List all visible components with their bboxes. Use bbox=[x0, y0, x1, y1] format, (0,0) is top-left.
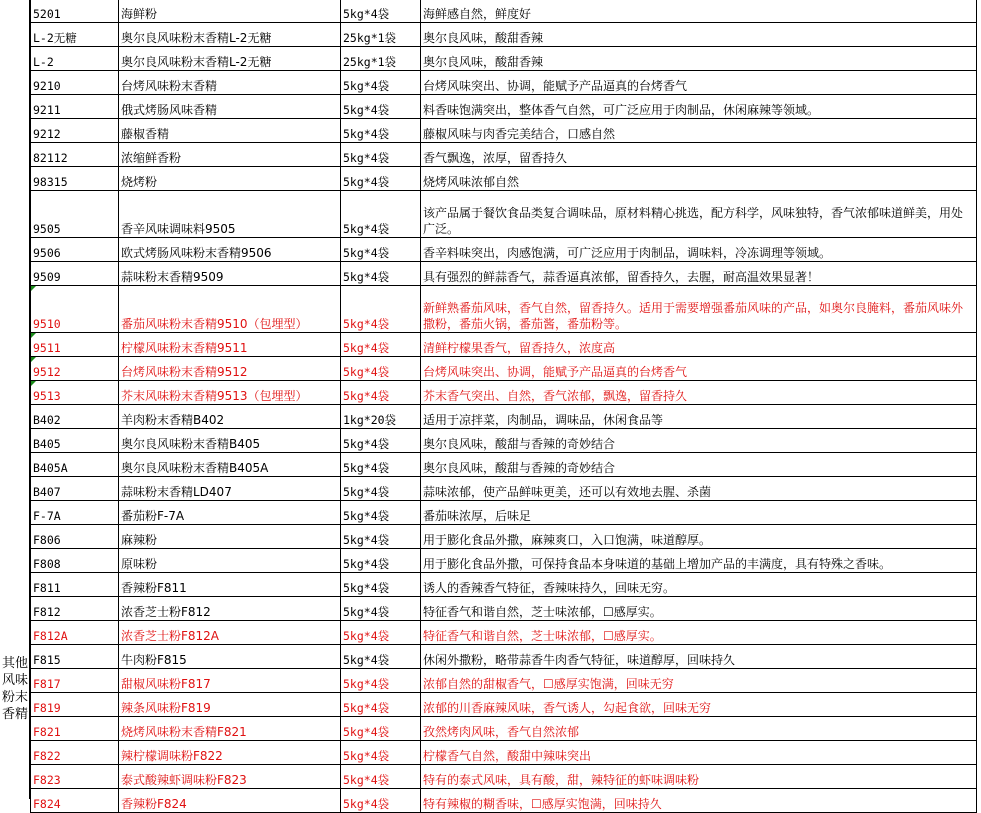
table-row[interactable] bbox=[31, 286, 977, 333]
product-name-cell[interactable]: 香辣粉F824 bbox=[119, 789, 341, 813]
product-code-cell[interactable]: 9513 bbox=[31, 381, 119, 405]
product-name-cell[interactable]: 辣条风味粉F819 bbox=[119, 693, 341, 717]
package-spec-cell[interactable]: 5kg*4袋 bbox=[341, 262, 421, 286]
product-code-cell[interactable]: L-2 bbox=[31, 47, 119, 71]
description-cell[interactable]: 烧烤风味浓郁自然 bbox=[421, 167, 977, 191]
package-spec-cell[interactable]: 5kg*4袋 bbox=[341, 143, 421, 167]
description-cell[interactable]: 台烤风味突出、协调，能赋予产品逼真的台烤香气 bbox=[421, 71, 977, 95]
package-spec-cell[interactable]: 5kg*4袋 bbox=[341, 429, 421, 453]
description-cell[interactable]: 特有的泰式风味，具有酸，甜，辣特征的虾味调味粉 bbox=[421, 765, 977, 789]
package-spec-cell[interactable]: 25kg*1袋 bbox=[341, 47, 421, 71]
product-name-cell[interactable]: 蒜味粉末香精9509 bbox=[119, 262, 341, 286]
product-name-cell[interactable]: 海鲜粉 bbox=[119, 0, 341, 23]
product-name-cell[interactable]: 浓香芝士粉F812A bbox=[119, 621, 341, 645]
table-row[interactable] bbox=[31, 119, 977, 143]
package-spec-cell[interactable]: 5kg*4袋 bbox=[341, 286, 421, 333]
product-name-cell[interactable]: 蒜味粉末香精LD407 bbox=[119, 477, 341, 501]
package-spec-cell[interactable]: 5kg*4袋 bbox=[341, 597, 421, 621]
product-name-cell[interactable]: 烧烤风味粉末香精F821 bbox=[119, 717, 341, 741]
table-row[interactable] bbox=[31, 597, 977, 621]
package-spec-cell[interactable]: 5kg*4袋 bbox=[341, 621, 421, 645]
package-spec-cell[interactable]: 5kg*4袋 bbox=[341, 741, 421, 765]
description-cell[interactable]: 香气飘逸，浓厚，留香持久 bbox=[421, 143, 977, 167]
description-cell[interactable]: 用于膨化食品外撒，可保持食品本身味道的基础上增加产品的丰满度，具有特殊之香味。 bbox=[421, 549, 977, 573]
table-row[interactable] bbox=[31, 71, 977, 95]
table-row[interactable] bbox=[31, 143, 977, 167]
package-spec-cell[interactable]: 5kg*4袋 bbox=[341, 119, 421, 143]
product-name-cell[interactable]: 羊肉粉末香精B402 bbox=[119, 405, 341, 429]
product-name-cell[interactable]: 台烤风味粉末香精9512 bbox=[119, 357, 341, 381]
product-code-cell[interactable]: 9505 bbox=[31, 191, 119, 238]
product-code-cell[interactable]: F817 bbox=[31, 669, 119, 693]
package-spec-cell[interactable]: 5kg*4袋 bbox=[341, 693, 421, 717]
package-spec-cell[interactable]: 5kg*4袋 bbox=[341, 333, 421, 357]
package-spec-cell[interactable]: 5kg*4袋 bbox=[341, 71, 421, 95]
description-cell[interactable]: 特有辣椒的糊香味，☐感厚实饱满，回味持久 bbox=[421, 789, 977, 813]
table-row[interactable] bbox=[31, 357, 977, 381]
description-cell[interactable]: 海鲜感自然，鲜度好 bbox=[421, 0, 977, 23]
package-spec-cell[interactable]: 5kg*4袋 bbox=[341, 381, 421, 405]
product-name-cell[interactable]: 俄式烤肠风味香精 bbox=[119, 95, 341, 119]
table-row[interactable] bbox=[31, 669, 977, 693]
product-code-cell[interactable]: B405 bbox=[31, 429, 119, 453]
product-name-cell[interactable]: 奥尔良风味粉末香精L-2无糖 bbox=[119, 47, 341, 71]
category-column bbox=[0, 0, 30, 799]
product-name-cell[interactable]: 烧烤粉 bbox=[119, 167, 341, 191]
description-cell[interactable]: 奥尔良风味，酸甜香辣 bbox=[421, 47, 977, 71]
product-code-cell[interactable]: B405A bbox=[31, 453, 119, 477]
package-spec-cell[interactable]: 5kg*4袋 bbox=[341, 357, 421, 381]
product-code-cell[interactable]: 9510 bbox=[31, 286, 119, 333]
description-cell[interactable]: 藤椒风味与肉香完美结合，口感自然 bbox=[421, 119, 977, 143]
product-code-cell[interactable]: 9212 bbox=[31, 119, 119, 143]
table-row[interactable] bbox=[31, 262, 977, 286]
description-cell[interactable]: 蒜味浓郁，使产品鲜味更美，还可以有效地去腥、杀菌 bbox=[421, 477, 977, 501]
product-code-cell[interactable]: F815 bbox=[31, 645, 119, 669]
description-cell[interactable]: 奥尔良风味，酸甜与香辣的奇妙结合 bbox=[421, 429, 977, 453]
product-code-cell[interactable]: 9211 bbox=[31, 95, 119, 119]
package-spec-cell[interactable]: 5kg*4袋 bbox=[341, 453, 421, 477]
table-row[interactable] bbox=[31, 765, 977, 789]
product-code-cell[interactable]: 82112 bbox=[31, 143, 119, 167]
product-name-cell[interactable]: 浓缩鲜香粉 bbox=[119, 143, 341, 167]
table-row[interactable] bbox=[31, 191, 977, 238]
product-name-cell[interactable]: 辣柠檬调味粉F822 bbox=[119, 741, 341, 765]
product-table bbox=[30, 0, 977, 813]
description-cell[interactable]: 适用于凉拌菜，肉制品，调味品，休闲食品等 bbox=[421, 405, 977, 429]
package-spec-cell[interactable]: 5kg*4袋 bbox=[341, 0, 421, 23]
description-cell[interactable]: 料香味饱满突出，整体香气自然，可广泛应用于肉制品，休闲麻辣等领域。 bbox=[421, 95, 977, 119]
description-cell[interactable]: 具有强烈的鲜蒜香气，蒜香逼真浓郁，留香持久，去腥，耐高温效果显著！ bbox=[421, 262, 977, 286]
product-name-cell[interactable]: 泰式酸辣虾调味粉F823 bbox=[119, 765, 341, 789]
package-spec-cell[interactable]: 5kg*4袋 bbox=[341, 765, 421, 789]
category-label: 其他风味粉末香精 bbox=[1, 656, 28, 722]
table-row[interactable] bbox=[31, 453, 977, 477]
product-code-cell[interactable]: F822 bbox=[31, 741, 119, 765]
package-spec-cell[interactable]: 5kg*4袋 bbox=[341, 238, 421, 262]
package-spec-cell[interactable]: 5kg*4袋 bbox=[341, 717, 421, 741]
description-cell[interactable]: 柠檬香气自然，酸甜中辣味突出 bbox=[421, 741, 977, 765]
product-code-cell[interactable]: F812A bbox=[31, 621, 119, 645]
table-row[interactable] bbox=[31, 95, 977, 119]
product-code-cell[interactable]: F821 bbox=[31, 717, 119, 741]
package-spec-cell[interactable]: 5kg*4袋 bbox=[341, 789, 421, 813]
description-cell[interactable]: 浓郁的川香麻辣风味，香气诱人，勾起食欲，回味无穷 bbox=[421, 693, 977, 717]
description-cell[interactable]: 奥尔良风味，酸甜与香辣的奇妙结合 bbox=[421, 453, 977, 477]
product-name-cell[interactable]: 甜椒风味粉F817 bbox=[119, 669, 341, 693]
description-cell[interactable]: 奥尔良风味，酸甜香辣 bbox=[421, 23, 977, 47]
table-row[interactable] bbox=[31, 333, 977, 357]
table-row[interactable] bbox=[31, 238, 977, 262]
product-code-cell[interactable]: 5201 bbox=[31, 0, 119, 23]
package-spec-cell[interactable]: 5kg*4袋 bbox=[341, 501, 421, 525]
description-cell[interactable]: 用于膨化食品外撒，麻辣爽口，入口饱满，味道醇厚。 bbox=[421, 525, 977, 549]
table-row[interactable] bbox=[31, 167, 977, 191]
description-cell[interactable]: 孜然烤肉风味，香气自然浓郁 bbox=[421, 717, 977, 741]
product-table-body bbox=[31, 0, 977, 813]
product-code-cell[interactable]: L-2无糖 bbox=[31, 23, 119, 47]
table-row[interactable] bbox=[31, 381, 977, 405]
table-row[interactable] bbox=[31, 501, 977, 525]
description-cell[interactable]: 诱人的香辣香气特征，香辣味持久，回味无穷。 bbox=[421, 573, 977, 597]
table-row[interactable] bbox=[31, 573, 977, 597]
product-name-cell[interactable]: 芥末风味粉末香精9513（包埋型） bbox=[119, 381, 341, 405]
package-spec-cell[interactable]: 25kg*1袋 bbox=[341, 23, 421, 47]
product-name-cell[interactable]: 奥尔良风味粉末香精L-2无糖 bbox=[119, 23, 341, 47]
table-row[interactable] bbox=[31, 477, 977, 501]
product-name-cell[interactable]: 番茄风味粉末香精9510（包埋型） bbox=[119, 286, 341, 333]
package-spec-cell[interactable]: 1kg*20袋 bbox=[341, 405, 421, 429]
table-row[interactable] bbox=[31, 741, 977, 765]
description-cell[interactable]: 特征香气和谐自然，芝士味浓郁，☐感厚实。 bbox=[421, 597, 977, 621]
table-row[interactable] bbox=[31, 621, 977, 645]
product-code-cell[interactable]: B407 bbox=[31, 477, 119, 501]
table-row[interactable] bbox=[31, 717, 977, 741]
product-code-cell[interactable]: 9511 bbox=[31, 333, 119, 357]
package-spec-cell[interactable]: 5kg*4袋 bbox=[341, 95, 421, 119]
description-cell[interactable]: 清鲜柠檬果香气，留香持久，浓度高 bbox=[421, 333, 977, 357]
product-code-cell[interactable]: F819 bbox=[31, 693, 119, 717]
package-spec-cell[interactable]: 5kg*4袋 bbox=[341, 549, 421, 573]
description-cell[interactable]: 浓郁自然的甜椒香气，☐感厚实饱满，回味无穷 bbox=[421, 669, 977, 693]
package-spec-cell[interactable]: 5kg*4袋 bbox=[341, 477, 421, 501]
product-name-cell[interactable]: 牛肉粉F815 bbox=[119, 645, 341, 669]
description-cell[interactable]: 休闲外撒粉，略带蒜香牛肉香气特征，味道醇厚，回味持久 bbox=[421, 645, 977, 669]
description-cell[interactable]: 香辛料味突出，肉感饱满，可广泛应用于肉制品，调味料，冷冻调理等领域。 bbox=[421, 238, 977, 262]
package-spec-cell[interactable]: 5kg*4袋 bbox=[341, 191, 421, 238]
product-name-cell[interactable]: 番茄粉F-7A bbox=[119, 501, 341, 525]
table-row[interactable] bbox=[31, 525, 977, 549]
description-cell[interactable]: 台烤风味突出、协调，能赋予产品逼真的台烤香气 bbox=[421, 357, 977, 381]
product-code-cell[interactable]: 98315 bbox=[31, 167, 119, 191]
description-cell[interactable]: 该产品属于餐饮食品类复合调味品，原材料精心挑选，配方科学，风味独特，香气浓郁味道鲜美，用处广泛。 bbox=[421, 191, 977, 238]
description-cell[interactable]: 特征香气和谐自然，芝士味浓郁，☐感厚实。 bbox=[421, 621, 977, 645]
product-code-cell[interactable]: 9210 bbox=[31, 71, 119, 95]
product-name-cell[interactable]: 柠檬风味粉末香精9511 bbox=[119, 333, 341, 357]
package-spec-cell[interactable]: 5kg*4袋 bbox=[341, 573, 421, 597]
product-name-cell[interactable]: 香辣粉F811 bbox=[119, 573, 341, 597]
product-name-cell[interactable]: 奥尔良风味粉末香精B405A bbox=[119, 453, 341, 477]
table-row[interactable] bbox=[31, 405, 977, 429]
package-spec-cell[interactable]: 5kg*4袋 bbox=[341, 525, 421, 549]
product-code-cell[interactable]: F824 bbox=[31, 789, 119, 813]
description-cell[interactable]: 番茄味浓厚，后味足 bbox=[421, 501, 977, 525]
product-code-cell[interactable]: 9509 bbox=[31, 262, 119, 286]
package-spec-cell[interactable]: 5kg*4袋 bbox=[341, 645, 421, 669]
product-name-cell[interactable]: 欧式烤肠风味粉末香精9506 bbox=[119, 238, 341, 262]
table-row[interactable] bbox=[31, 693, 977, 717]
product-code-cell[interactable]: F806 bbox=[31, 525, 119, 549]
product-code-cell[interactable]: F811 bbox=[31, 573, 119, 597]
product-code-cell[interactable]: F808 bbox=[31, 549, 119, 573]
product-code-cell[interactable]: F812 bbox=[31, 597, 119, 621]
package-spec-cell[interactable]: 5kg*4袋 bbox=[341, 669, 421, 693]
product-name-cell[interactable]: 浓香芝士粉F812 bbox=[119, 597, 341, 621]
package-spec-cell[interactable]: 5kg*4袋 bbox=[341, 167, 421, 191]
product-name-cell[interactable]: 奥尔良风味粉末香精B405 bbox=[119, 429, 341, 453]
product-code-cell[interactable]: F823 bbox=[31, 765, 119, 789]
product-name-cell[interactable]: 台烤风味粉末香精 bbox=[119, 71, 341, 95]
product-name-cell[interactable]: 麻辣粉 bbox=[119, 525, 341, 549]
product-code-cell[interactable]: F-7A bbox=[31, 501, 119, 525]
table-row[interactable] bbox=[31, 23, 977, 47]
product-name-cell[interactable]: 香辛风味调味料9505 bbox=[119, 191, 341, 238]
table-row[interactable] bbox=[31, 549, 977, 573]
description-cell[interactable]: 芥末香气突出、自然，香气浓郁，飘逸，留香持久 bbox=[421, 381, 977, 405]
table-row[interactable] bbox=[31, 0, 977, 23]
table-row[interactable] bbox=[31, 47, 977, 71]
table-row[interactable] bbox=[31, 429, 977, 453]
table-row[interactable] bbox=[31, 789, 977, 813]
table-row[interactable] bbox=[31, 645, 977, 669]
product-name-cell[interactable]: 原味粉 bbox=[119, 549, 341, 573]
product-code-cell[interactable]: 9506 bbox=[31, 238, 119, 262]
product-code-cell[interactable]: 9512 bbox=[31, 357, 119, 381]
description-cell[interactable]: 新鲜熟番茄风味，香气自然，留香持久。适用于需要增强番茄风味的产品，如奥尔良腌料，番茄风味外撒粉，番茄火锅，番茄酱，番茄粉等。 bbox=[421, 286, 977, 333]
product-code-cell[interactable]: B402 bbox=[31, 405, 119, 429]
product-name-cell[interactable]: 藤椒香精 bbox=[119, 119, 341, 143]
